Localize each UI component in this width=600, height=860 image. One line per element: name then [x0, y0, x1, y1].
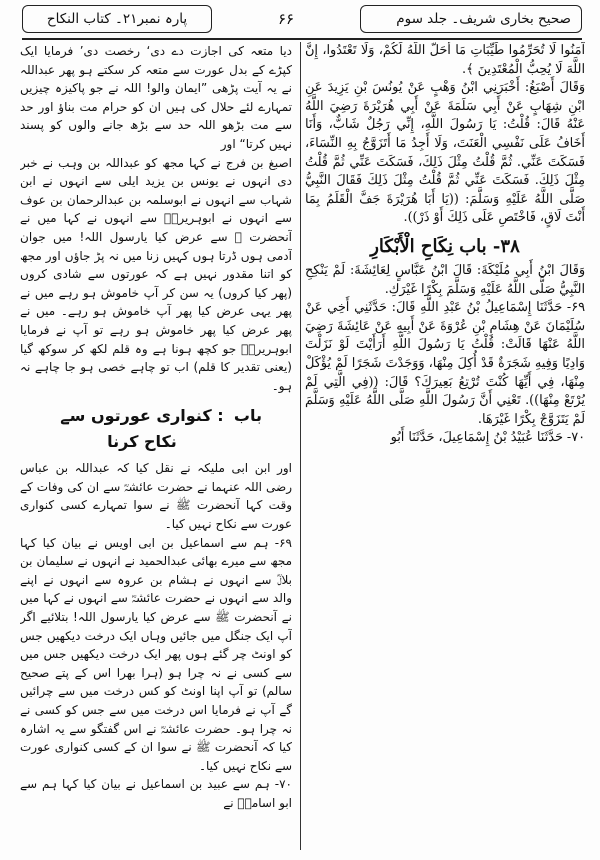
- urdu-ibn-abbas-report: اور ابن ابی ملیکہ نے نقل کیا کہ عبداللہ بن عباس رضی اللہ عنہما نے حضرت عائشہؓ سے ان کی وفات کے وقت کہا آنحضرت ﷺ نے سوا تمہارے کسی کنواری عورت سے نکاح نہیں کیا۔: [20, 461, 292, 532]
- urdu-hadith-asbagh: اصبغ بن فرج نے کہا مجھ کو عبداللہ بن وہب نے خبر دی انہوں نے یونس بن یزید ایلی سے انہوں نے ابن شہاب سے انہوں نے ابوسلمہ بن عبدالرحمان بن عوف سے انہوں نے ابوہریرہؓ سے انہوں نے کہا میں نے آنحضرت ﷺ سے عرض کیا یارسول اللہ! میں جوان آدمی ہوں ڈرتا ہوں کہیں زنا میں نہ پڑ جاؤں اور مجھ کو اتنا مقدور نہیں ہے کہ عورتوں سے شادی کروں (پھر کیا کروں) یہ سن کر آپ خاموش ہو رہے میں نے پھر یہی عرض کیا پھر آپ خاموش ہو رہے۔ میں نے پھر عرض کیا پھر خاموش ہو رہے تو آپ نے فرمایا ابوہریرہؓ جو کچھ ہونا ہے وہ قلم لکھ کر سوکھ گیا (یعنی تقدیر کا قلم) اب تو چاہے خصی ہو جا چاہے نہ ہو۔: [20, 155, 292, 393]
- arabic-hadith-asbagh: وَقَالَ أَصْبَغُ: أَخْبَرَنِي ابْنُ وَهْبٍ عَنْ يُونُسَ بْنِ يَزِيدَ عَنِ ابْنِ شِهَابٍ عَنْ أَبِي سَلَمَةَ عَنْ أَبِي هُرَيْرَةَ رَضِيَ اللَّهُ عَنْهُ قَالَ: قُلْتُ: يَا رَسُولَ اللَّهِ، إِنِّي رَجُلٌ شَابٌّ، وَأَنَا أَخَافُ عَلَى نَفْسِي الْعَنَتَ، وَلَا أَجِدُ مَا أَتَزَوَّجُ بِهِ النِّسَاءَ، فَسَكَتَ عَنِّي. ثُمَّ قُلْتُ مِثْلَ ذَلِكَ، فَسَكَتَ عَنِّي ثُمَّ قُلْتُ مِثْلَ ذَلِكَ. فَسَكَتَ عَنِّي ثُمَّ قُلْتُ مِثْلَ ذَلِكَ فَقَالَ النَّبِيُّ صَلَّى اللَّهُ عَلَيْهِ وَسَلَّمَ: ((يَا أَبَا هُرَيْرَةَ جَفَّ الْقَلَمُ بِمَا أَنْتَ لَاقٍ، فَاخْتَصِ عَلَى ذَلِكَ أَوْ ذَرْ)).: [305, 80, 585, 226]
- page-number: ۶۶: [277, 10, 295, 28]
- urdu-column: [20, 42, 292, 854]
- arabic-column: [305, 42, 585, 854]
- page-header: [22, 0, 582, 40]
- column-divider: [300, 42, 301, 850]
- urdu-hadith-70: ۷۰- ہم سے عبید بن اسماعیل نے بیان کیا کہا ہم سے ابو اسامہؓ نے: [20, 777, 292, 810]
- arabic-ibn-abbas-report: وَقَالَ ابْنُ أَبِي مُلَيْكَةَ: قَالَ ابْنُ عَبَّاسٍ لِعَائِشَةَ: لَمْ يَنْكِحِ النَّبِيُّ صَلَّى اللَّهُ عَلَيْهِ وَسَلَّمَ بِكْرًا غَيْرَكِ.: [305, 262, 585, 297]
- arabic-hadith-69: ۶۹- حَدَّثَنَا إِسْمَاعِيلُ بْنُ عَبْدِ اللَّهِ قَالَ: حَدَّثَنِي أَخِي عَنْ سُلَيْمَانَ عَنْ هِشَامِ بْنِ عُرْوَةَ عَنْ أَبِيهِ عَنْ عَائِشَةَ رَضِيَ اللَّهُ عَنْهَا قَالَتْ: قُلْتُ يَا رَسُولَ اللَّهِ أَرَأَيْتَ لَوْ نَزَلْتَ وَادِيًا وَفِيهِ شَجَرَةٌ قَدْ أُكِلَ مِنْهَا، وَوَجَدْتَ شَجَرًا لَمْ يُؤْكَلْ مِنْهَا، فِي أَيِّهَا كُنْتَ تُرْتِعُ بَعِيرَكَ؟ قَالَ: ((فِي الَّتِي لَمْ يُرْتَعْ مِنْهَا)). تَعْنِي أَنَّ رَسُولَ اللَّهِ صَلَّى اللَّهُ عَلَيْهِ وَسَلَّمَ لَمْ يَتَزَوَّجْ بِكْرًا غَيْرَهَا.: [305, 300, 585, 427]
- urdu-hadith-69: ۶۹- ہم سے اسماعیل بن ابی اویس نے بیان کیا کہا مجھ سے میرے بھائی عبدالحمید نے انہوں نے سلیمان بن بلالؓ سے انہوں نے ہشام بن عروہ سے انہوں نے اپنے والد سے انہوں نے حضرت عائشہؓ سے انہوں نے کہا میں نے آنحضرت ﷺ سے عرض کیا یارسول اللہ! بتلائیے اگر آپ ایک جنگل میں جائیں وہاں ایک درخت دیکھیں جس کو اونٹ چر گئے ہوں پھر ایک درخت دیکھیں جس میں سے کسی نے نہ چرا ہو (ہرا بھرا اس کے پتے صحیح سالم) تو آپ اپنا اونٹ کو کس درخت میں سے چرائیں گے آپ نے فرمایا اس درخت میں سے جس کو کسی نے نہ چرا ہو۔ حضرت عائشہؓ نے اس گفتگو سے یہ اشارہ کیا کہ آنحضرت ﷺ نے سوا ان کے کسی کنواری عورت سے نکاح نہیں کیا۔: [20, 535, 292, 773]
- book-title-box: صحیح بخاری شریف۔ جلد سوم: [360, 5, 582, 33]
- urdu-verse-translation: دیا متعہ کی اجازت دے دی‘ رخصت دی’ فرمایا ایک کپڑے کے بدل عورت سے متعہ کر سکتے ہو پھر عبداللہ نے یہ آیت پڑھی ”ایمان والو! اللہ نے جو پاکیزہ چیزیں تمہارے لئے حلال کی ہیں ان کو حرام مت بناؤ اور حد سے مت بڑھو اللہ حد سے بڑھ جانے والوں کو پسند نہیں کرتا“ اور: [20, 44, 292, 151]
- arabic-hadith-70: ۷۰- حَدَّثَنَا عُبَيْدُ بْنُ إِسْمَاعِيلَ، حَدَّثَنَا أَبُو: [390, 430, 585, 446]
- chapter-title-box: پارہ نمبر۲۱۔ کتاب النکاح: [22, 5, 212, 33]
- urdu-heading-title: : کنواری عورتوں سے نکاح کرنا: [60, 406, 224, 452]
- urdu-chapter-heading: [20, 403, 292, 455]
- arabic-verse: آمَنُوا لَا تُحَرِّمُوا طَيِّبَاتِ مَا أَحَلَّ اللَّهُ لَكُمْ، وَلَا تَعْتَدُوا، إِنَّ اللَّهَ لَا يُحِبُّ الْمُعْتَدِينَ ﴾.: [305, 43, 585, 77]
- arabic-chapter-heading: ۳۸- باب نِكَاحِ الْأَبْكَارِ: [370, 235, 520, 257]
- urdu-heading-bab: باب: [233, 406, 262, 426]
